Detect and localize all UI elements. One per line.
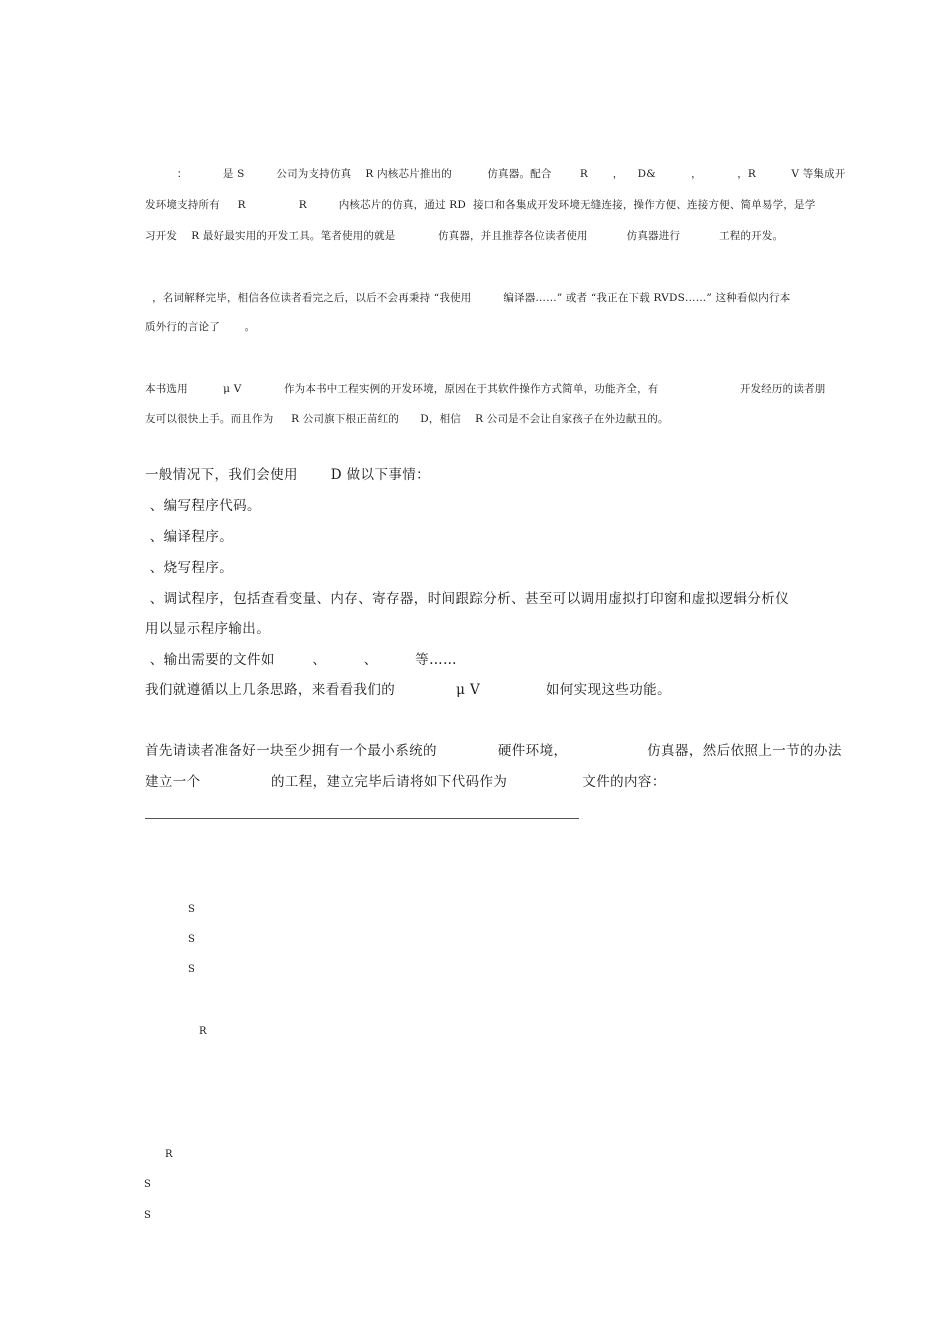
- code-fragment: S: [144, 1179, 151, 1190]
- section-intro: 一般情况下，我们会使用 D 做以下事情：: [145, 467, 431, 483]
- section-follow: 我们就遵循以上几条思路，来看看我们的 μ V 如何实现这些功能。: [145, 682, 671, 698]
- list-item: 、输出需要的文件如 、 、 等……: [145, 652, 457, 668]
- paragraph-1-line-1: ： 是 S 公司为支持仿真 R 内核芯片推出的 仿真器。配合 R ， D& ， ，R V 等集成开: [145, 168, 846, 180]
- paragraph-2-line-1: ，名词解释完毕，相信各位读者看完之后，以后不会再秉持 “我使用 编译器……” 或者 “我正在下载 RVDS……” 这种看似内行本: [145, 292, 791, 304]
- list-item: 、编译程序。: [145, 529, 234, 545]
- list-item-continuation: 用以显示程序输出。: [145, 621, 271, 637]
- paragraph-3-line-2: 友可以很快上手。而且作为 R 公司旗下根正苗红的 D，相信 R 公司是不会让自家孩子在外边献丑的。: [145, 413, 669, 425]
- code-separator-rule: [145, 818, 579, 819]
- code-fragment: S: [188, 964, 195, 975]
- code-fragment: R: [165, 1149, 173, 1160]
- paragraph-3-line-1: 本书选用 μ V 作为本书中工程实例的开发环境，原因在于其软件操作方式简单，功能齐全，有 开发经历的读者朋: [145, 383, 826, 395]
- paragraph-4-line-2: 建立一个 的工程，建立完毕后请将如下代码作为 文件的内容：: [145, 774, 666, 790]
- list-item: 、调试程序，包括查看变量、内存、寄存器，时间跟踪分析、甚至可以调用虚拟打印窗和虚拟逻辑分析仪: [145, 591, 790, 607]
- list-item: 、烧写程序。: [145, 560, 234, 576]
- list-item: 、编写程序代码。: [145, 498, 261, 514]
- code-fragment: R: [199, 1026, 207, 1037]
- paragraph-4-line-1: 首先请读者准备好一块至少拥有一个最小系统的 硬件环境， 仿真器，然后依照上一节的办法: [145, 743, 842, 759]
- paragraph-2-line-2: 质外行的言论了 。: [145, 321, 256, 333]
- code-fragment: S: [188, 904, 195, 915]
- paragraph-1-line-2: 发环境支持所有 R R 内核芯片的仿真，通过 RD 接口和各集成开发环境无缝连接，操作方便、连接方便、简单易学，是学: [145, 199, 816, 211]
- code-fragment: S: [144, 1210, 151, 1221]
- paragraph-1-line-3: 习开发 R 最好最实用的开发工具。笔者使用的就是 仿真器，并且推荐各位读者使用 仿真器进行 工程的开发。: [145, 230, 784, 242]
- code-fragment: S: [188, 934, 195, 945]
